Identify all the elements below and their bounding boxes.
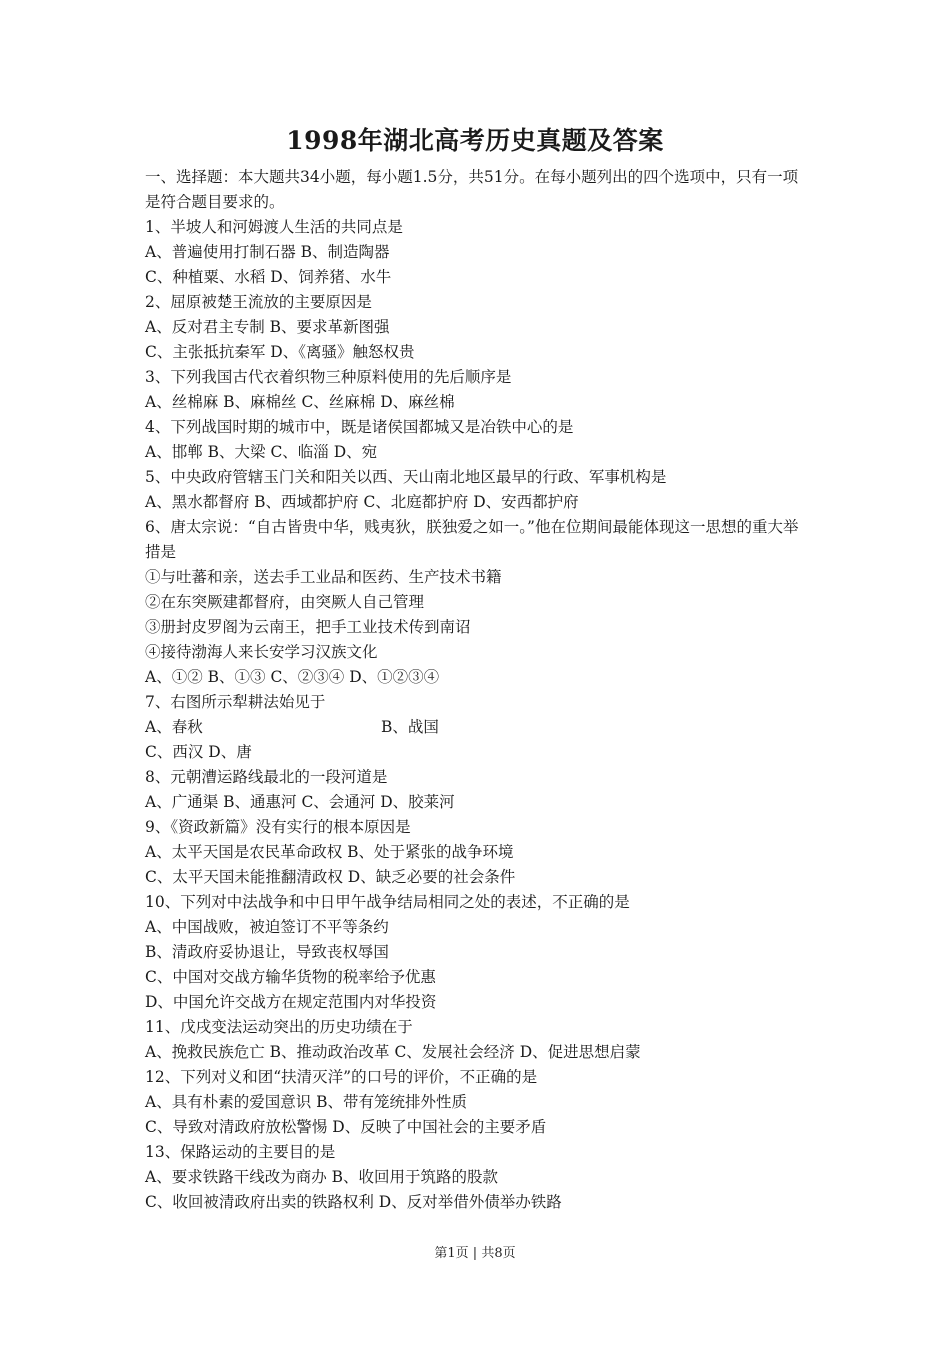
text-line: ③册封皮罗阁为云南王，把手工业技术传到南诏 xyxy=(145,618,471,636)
text-line: B、清政府妥协退让，导致丧权辱国 xyxy=(145,943,389,961)
option-b: B、战国 xyxy=(381,718,439,736)
text-line: A、要求铁路干线改为商办 B、收回用于筑路的股款 xyxy=(145,1168,499,1186)
text-line: C、收回被清政府出卖的铁路权利 D、反对举借外债举办铁路 xyxy=(145,1193,562,1211)
text-line: A、丝棉麻 B、麻棉丝 C、丝麻棉 D、麻丝棉 xyxy=(145,393,455,411)
text-line: 12、下列对义和团“扶清灭洋”的口号的评价，不正确的是 xyxy=(145,1068,538,1086)
text-line: 3、下列我国古代衣着织物三种原料使用的先后顺序是 xyxy=(145,368,512,386)
text-line: C、导致对清政府放松警惕 D、反映了中国社会的主要矛盾 xyxy=(145,1118,547,1136)
question-7-options-row xyxy=(145,715,803,740)
option-a: A、春秋 xyxy=(145,718,203,736)
text-line: C、主张抵抗秦军 D、《离骚》触怒权贵 xyxy=(145,343,415,361)
text-line: 8、元朝漕运路线最北的一段河道是 xyxy=(145,768,388,786)
text-line: C、西汉 D、唐 xyxy=(145,743,252,761)
text-line: 5、中央政府管辖玉门关和阳关以西、天山南北地区最早的行政、军事机构是 xyxy=(145,468,667,486)
text-line: A、挽救民族危亡 B、推动政治改革 C、发展社会经济 D、促进思想启蒙 xyxy=(145,1043,641,1061)
document-body xyxy=(145,165,803,1215)
text-line: 9、《资政新篇》没有实行的根本原因是 xyxy=(145,818,411,836)
text-line: 11、戊戌变法运动突出的历史功绩在于 xyxy=(145,1018,413,1036)
text-line: 1、半坡人和河姆渡人生活的共同点是 xyxy=(145,218,403,236)
question-6-stem: 6、唐太宗说：“自古皆贵中华，贱夷狄，朕独爱之如一。”他在位期间最能体现这一思想的重大举措是 xyxy=(145,518,799,561)
text-line: D、中国允许交战方在规定范围内对华投资 xyxy=(145,993,437,1011)
question-block-1-5 xyxy=(145,215,803,515)
text-line: ②在东突厥建都督府，由突厥人自己管理 xyxy=(145,593,425,611)
text-line: A、普遍使用打制石器 B、制造陶器 xyxy=(145,243,390,261)
text-line: 10、下列对中法战争和中日甲午战争结局相同之处的表述，不正确的是 xyxy=(145,893,630,911)
text-line: ④接待渤海人来长安学习汉族文化 xyxy=(145,643,378,661)
text-line: 13、保路运动的主要目的是 xyxy=(145,1143,336,1161)
page-footer: 第1页 | 共8页 xyxy=(434,1246,516,1261)
text-line: A、邯郸 B、大梁 C、临淄 D、宛 xyxy=(145,443,378,461)
text-line: 7、右图所示犁耕法始见于 xyxy=(145,693,326,711)
instructions-paragraph: 一、选择题：本大题共34小题，每小题1.5分，共51分。在每小题列出的四个选项中，只有一项是符合题目要求的。 xyxy=(145,168,799,211)
text-line: C、太平天国未能推翻清政权 D、缺乏必要的社会条件 xyxy=(145,868,516,886)
text-line: 4、下列战国时期的城市中，既是诸侯国都城又是冶铁中心的是 xyxy=(145,418,574,436)
document-title: 1998年湖北高考历史真题及答案 xyxy=(286,126,664,155)
question-block-6-7 xyxy=(145,565,803,715)
question-block-7-13 xyxy=(145,740,803,1215)
text-line: A、黑水都督府 B、西域都护府 C、北庭都护府 D、安西都护府 xyxy=(145,493,579,511)
text-line: A、反对君主专制 B、要求革新图强 xyxy=(145,318,390,336)
text-line: C、种植粟、水稻 D、饲养猪、水牛 xyxy=(145,268,392,286)
text-line: ①与吐蕃和亲，送去手工业品和医药、生产技术书籍 xyxy=(145,568,502,586)
text-line: 2、屈原被楚王流放的主要原因是 xyxy=(145,293,372,311)
text-line: A、具有朴素的爱国意识 B、带有笼统排外性质 xyxy=(145,1093,468,1111)
text-line: A、中国战败，被迫签订不平等条约 xyxy=(145,918,389,936)
text-line: A、广通渠 B、通惠河 C、会通河 D、胶莱河 xyxy=(145,793,455,811)
text-line: A、①② B、①③ C、②③④ D、①②③④ xyxy=(145,668,440,686)
text-line: A、太平天国是农民革命政权 B、处于紧张的战争环境 xyxy=(145,843,514,861)
text-line: C、中国对交战方输华货物的税率给予优惠 xyxy=(145,968,436,986)
